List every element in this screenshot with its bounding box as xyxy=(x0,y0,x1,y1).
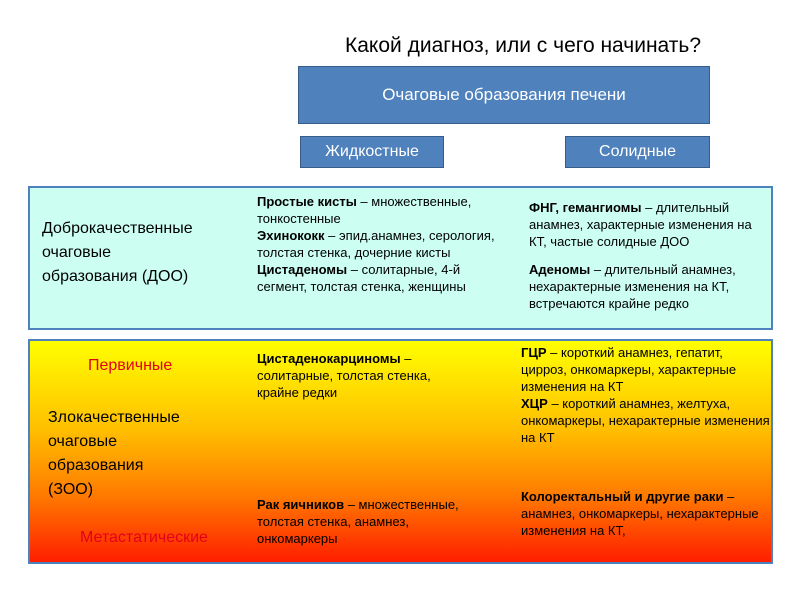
slide-title: Какой диагноз, или с чего начинать? xyxy=(345,34,701,57)
entry: ФНГ, гемангиомы – длительный анамнез, характерные изменения на КТ, частые солидные ДОО xyxy=(529,200,752,249)
liquid-label: Жидкостные xyxy=(325,143,419,160)
benign-label-line: образования (ДОО) xyxy=(42,268,189,285)
entry: Цистаденомы – солитарные, 4-й сегмент, толстая стенка, женщины xyxy=(257,262,466,294)
entry: Колоректальный и другие раки – анамнез, онкомаркеры, нехарактерные изменения на КТ, xyxy=(521,489,759,538)
benign-solid-text xyxy=(529,199,769,312)
entry: ГЦР – короткий анамнез, гепатит, цирроз, онкомаркеры, характерные изменения на КТ xyxy=(521,345,737,394)
benign-label xyxy=(42,217,193,289)
malignant-label-line: очаговые xyxy=(48,433,118,450)
benign-label-line: Доброкачественные xyxy=(42,220,193,237)
malignant-label-line: образования xyxy=(48,457,144,474)
entry: Эхинококк – эпид.анамнез, серология, толстая стенка, дочерние кисты xyxy=(257,228,495,260)
benign-liquid-text xyxy=(257,193,507,295)
benign-label-line: очаговые xyxy=(42,244,112,261)
entry: Аденомы – длительный анамнез, нехарактерные изменения на КТ, встречаются крайне редко xyxy=(529,262,736,311)
entry: Цистаденокарциномы – солитарные, толстая стенка, крайне редки xyxy=(257,351,431,400)
malignant-label xyxy=(48,406,180,502)
primary-solid-text xyxy=(521,344,771,446)
metastatic-liquid-text xyxy=(257,496,487,547)
metastatic-solid-text xyxy=(521,488,761,539)
entry: Рак яичников – множественные, толстая стенка, анамнез, онкомаркеры xyxy=(257,497,459,546)
solid-label: Солидные xyxy=(599,143,676,160)
root-box xyxy=(298,66,710,124)
solid-box xyxy=(565,136,710,168)
entry: Простые кисты – множественные, тонкостенные xyxy=(257,194,472,226)
metastatic-label: Метастатические xyxy=(80,529,208,546)
root-label: Очаговые образования печени xyxy=(382,85,626,104)
primary-liquid-text xyxy=(257,350,467,401)
primary-label: Первичные xyxy=(88,357,173,374)
malignant-label-line: Злокачественные xyxy=(48,409,180,426)
entry: ХЦР – короткий анамнез, желтуха, онкомаркеры, нехарактерные изменения на КТ xyxy=(521,396,770,445)
malignant-label-line: (ЗОО) xyxy=(48,481,94,498)
liquid-box xyxy=(300,136,444,168)
